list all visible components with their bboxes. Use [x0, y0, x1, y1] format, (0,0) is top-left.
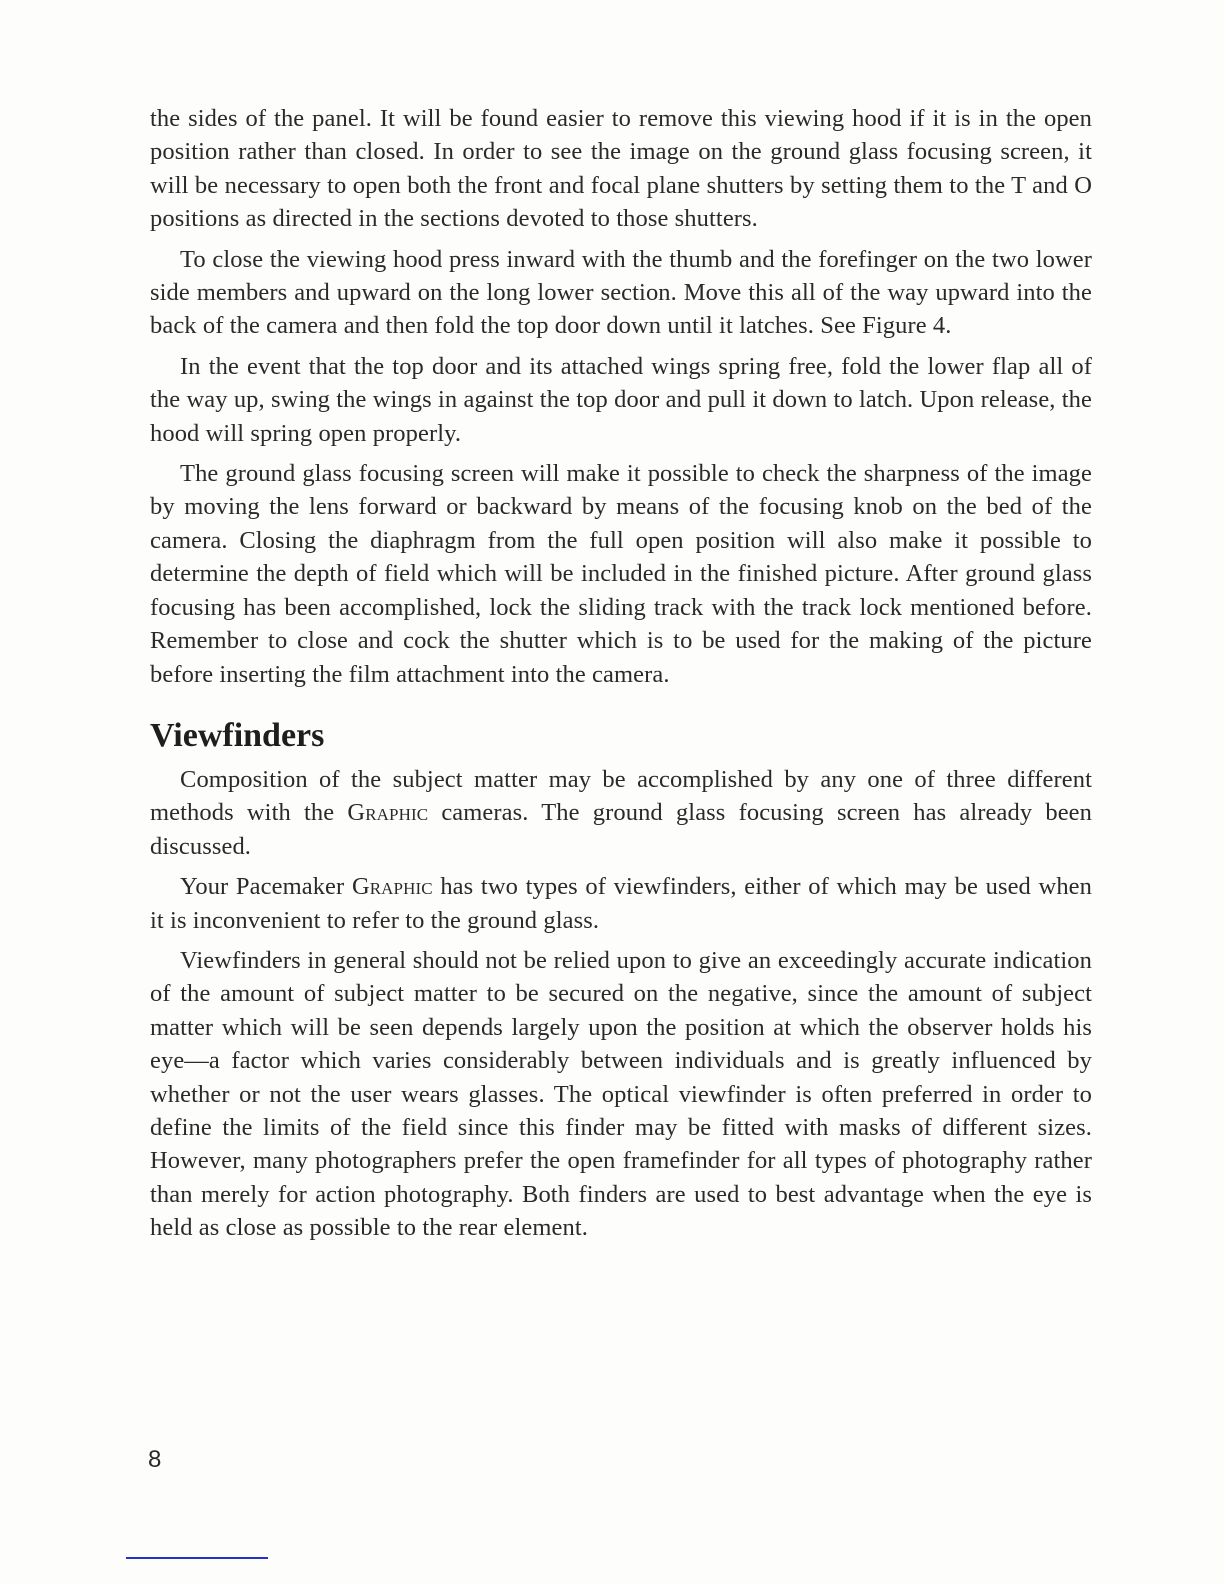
- paragraph: The ground glass focusing screen will make it possible to check the sharpness of the image by moving the lens forward or backward by means of the focusing knob on the bed of the camera. Closing the diaphragm from the full open position will also make it possible to determine the depth of field which will be included in the finished picture. After ground glass focusing has been accomplished, lock the sliding track with the track lock mentioned before. Remember to close and cock the shutter which is to be used for the making of the picture before inserting the film attachment into the camera.: [150, 460, 1092, 688]
- paragraph: In the event that the top door and its attached wings spring free, fold the lower flap all of the way up, swing the wings in against the top door and pull it down to latch. Upon release, the hood will spring open properly.: [150, 352, 1092, 447]
- brand-name: Graphic: [351, 873, 433, 901]
- paragraph: [150, 870, 1092, 937]
- text: cameras. The ground glass focusing screen has already been discussed.: [150, 799, 1092, 860]
- text: Your Pacemaker: [180, 873, 352, 901]
- paragraph: the sides of the panel. It will be found easier to remove this viewing hood if it is in the open position rather than closed. In order to see the image on the ground glass focusing screen, it will be necessary to open both the front and focal plane shutters by setting them to the T and O positions as directed in the sections devoted to those shutters.: [150, 105, 1092, 233]
- text: has two types of viewfinders, either of which may be used when it is inconvenient to refer to the ground glass.: [150, 873, 1092, 934]
- section-heading: Viewfinders: [150, 716, 325, 754]
- brand-name: Graphic: [347, 799, 429, 827]
- divider-line: [126, 1557, 268, 1559]
- document-page: [150, 102, 1092, 1252]
- page-number: 8: [148, 1446, 162, 1473]
- text: Composition of the subject matter may be accomplished by any one of three different methods with the: [150, 765, 1092, 827]
- paragraph: To close the viewing hood press inward with the thumb and the forefinger on the two lower side members and upward on the long lower section. Move this all of the way upward into the back of the camera and then fold the top door down until it latches. See Figure 4.: [150, 245, 1092, 340]
- paragraph: [150, 763, 1092, 863]
- paragraph: Viewfinders in general should not be relied upon to give an exceedingly accurate indication of the amount of subject matter to be secured on the negative, since the amount of subject matter which will be seen depends largely upon the position at which the observer holds his eye—a factor which varies considerably between individuals and is greatly influenced by whether or not the user wears glasses. The optical viewfinder is often preferred in order to define the limits of the field since this finder may be fitted with masks of different sizes. However, many photographers prefer the open framefinder for all types of photography rather than merely for action photography. Both finders are used to best advantage when the eye is held as close as possible to the rear element.: [150, 946, 1092, 1242]
